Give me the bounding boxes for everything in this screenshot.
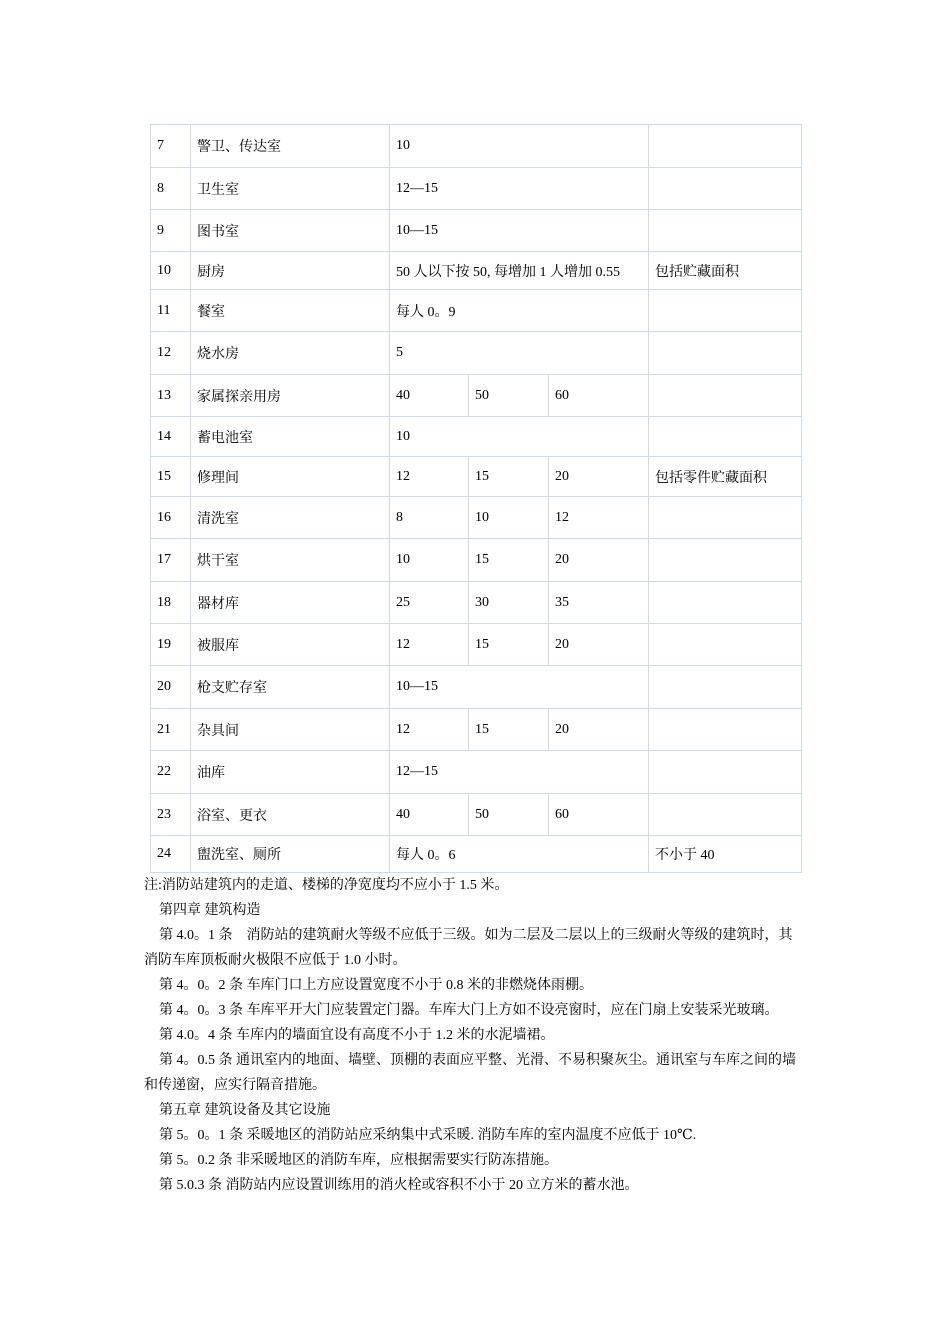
row-number-cell: 10: [151, 252, 191, 290]
note-cell: [649, 375, 802, 417]
room-name-cell: 浴室、更衣: [191, 794, 390, 836]
note-cell: [649, 624, 802, 666]
area-value-cell: 10: [390, 417, 649, 457]
body-text: [144, 873, 804, 1198]
table-row: [151, 125, 802, 168]
row-number-cell: 7: [151, 125, 191, 168]
table-row: [151, 252, 802, 290]
area-value-cell: 10: [390, 125, 649, 168]
paragraph: 第 4。0。3 条 车库平开大门应装置定门器。车库大门上方如不设亮窗时，应在门扇上安装采光玻璃。: [159, 1003, 779, 1018]
note-cell: [649, 417, 802, 457]
area-value-cell: 30: [469, 582, 549, 624]
room-name-cell: 器材库: [191, 582, 390, 624]
note-cell: [649, 582, 802, 624]
area-value-cell: 20: [549, 457, 649, 497]
table-row: [151, 290, 802, 332]
room-name-cell: 餐室: [191, 290, 390, 332]
table-row: [151, 539, 802, 582]
area-value-cell: 15: [469, 709, 549, 751]
room-name-cell: 油库: [191, 751, 390, 794]
row-number-cell: 20: [151, 666, 191, 709]
note-cell: 包括零件贮藏面积: [649, 457, 802, 497]
area-value-cell: 10: [390, 539, 469, 582]
room-name-cell: 杂具间: [191, 709, 390, 751]
room-name-cell: 烘干室: [191, 539, 390, 582]
area-value-cell: 50: [469, 794, 549, 836]
note-cell: [649, 168, 802, 210]
room-name-cell: 烧水房: [191, 332, 390, 375]
area-value-cell: 每人 0。9: [390, 290, 649, 332]
note-cell: 不小于 40: [649, 836, 802, 873]
row-number-cell: 9: [151, 210, 191, 252]
table-row: [151, 168, 802, 210]
table-row: [151, 582, 802, 624]
area-value-cell: 12: [390, 624, 469, 666]
paragraph: 注:消防站建筑内的走道、楼梯的净宽度均不应小于 1.5 米。: [144, 878, 509, 893]
area-value-cell: 10—15: [390, 210, 649, 252]
area-value-cell: 15: [469, 457, 549, 497]
area-value-cell: 10—15: [390, 666, 649, 709]
area-value-cell: 12: [390, 457, 469, 497]
area-value-cell: 8: [390, 497, 469, 539]
table-row: [151, 624, 802, 666]
area-value-cell: 50: [469, 375, 549, 417]
area-value-cell: 每人 0。6: [390, 836, 649, 873]
note-cell: [649, 497, 802, 539]
room-name-cell: 家属探亲用房: [191, 375, 390, 417]
table-row: [151, 751, 802, 794]
note-cell: [649, 666, 802, 709]
paragraph: 第 5。0.2 条 非采暖地区的消防车库，应根据需要实行防冻措施。: [159, 1153, 558, 1168]
note-cell: [649, 332, 802, 375]
row-number-cell: 13: [151, 375, 191, 417]
row-number-cell: 12: [151, 332, 191, 375]
paragraph: 第五章 建筑设备及其它设施: [159, 1103, 331, 1118]
area-value-cell: 10: [469, 497, 549, 539]
area-value-cell: 12: [390, 709, 469, 751]
area-value-cell: 5: [390, 332, 649, 375]
room-name-cell: 蓄电池室: [191, 417, 390, 457]
room-name-cell: 被服库: [191, 624, 390, 666]
note-cell: [649, 751, 802, 794]
row-number-cell: 21: [151, 709, 191, 751]
paragraph: 第 4.0。1 条 消防站的建筑耐火等级不应低于三级。如为二层及二层以上的三级耐火等级的建筑时，其消防车库顶板耐火极限不应低于 1.0 小时。: [144, 928, 793, 968]
table-row: [151, 794, 802, 836]
table-row: [151, 457, 802, 497]
paragraph: 第 5。0。1 条 采暖地区的消防站应采纳集中式采暖. 消防车库的室内温度不应低于 10℃.: [159, 1128, 697, 1143]
room-name-cell: 厨房: [191, 252, 390, 290]
area-value-cell: 60: [549, 794, 649, 836]
paragraph: 第 4.0。4 条 车库内的墙面宜设有高度不小于 1.2 米的水泥墙裙。: [159, 1028, 555, 1043]
paragraph: 第 4。0.5 条 通讯室内的地面、墙壁、顶棚的表面应平整、光滑、不易积聚灰尘。通讯室与车库之间的墙和传递窗，应实行隔音措施。: [144, 1053, 796, 1093]
row-number-cell: 14: [151, 417, 191, 457]
note-cell: [649, 210, 802, 252]
room-area-table: [150, 124, 802, 873]
row-number-cell: 23: [151, 794, 191, 836]
note-cell: [649, 794, 802, 836]
room-name-cell: 图书室: [191, 210, 390, 252]
room-name-cell: 清洗室: [191, 497, 390, 539]
note-cell: [649, 709, 802, 751]
table-row: [151, 666, 802, 709]
row-number-cell: 15: [151, 457, 191, 497]
note-cell: [649, 290, 802, 332]
room-name-cell: 卫生室: [191, 168, 390, 210]
room-name-cell: 修理间: [191, 457, 390, 497]
area-value-cell: 12: [549, 497, 649, 539]
area-value-cell: 50 人以下按 50, 每增加 1 人增加 0.55: [390, 252, 649, 290]
room-name-cell: 盥洗室、厕所: [191, 836, 390, 873]
table-row: [151, 375, 802, 417]
area-value-cell: 15: [469, 624, 549, 666]
table-row: [151, 210, 802, 252]
table-row: [151, 836, 802, 873]
row-number-cell: 17: [151, 539, 191, 582]
area-value-cell: 60: [549, 375, 649, 417]
row-number-cell: 22: [151, 751, 191, 794]
area-value-cell: 40: [390, 375, 469, 417]
area-value-cell: 15: [469, 539, 549, 582]
area-value-cell: 20: [549, 709, 649, 751]
paragraph: 第 4。0。2 条 车库门口上方应设置宽度不小于 0.8 米的非燃烧体雨棚。: [159, 978, 593, 993]
note-cell: [649, 125, 802, 168]
row-number-cell: 8: [151, 168, 191, 210]
paragraph: 第 5.0.3 条 消防站内应设置训练用的消火栓或容积不小于 20 立方米的蓄水池。: [159, 1178, 639, 1193]
row-number-cell: 19: [151, 624, 191, 666]
table-row: [151, 417, 802, 457]
row-number-cell: 16: [151, 497, 191, 539]
note-cell: 包括贮藏面积: [649, 252, 802, 290]
paragraph: 第四章 建筑构造: [159, 903, 261, 918]
area-value-cell: 35: [549, 582, 649, 624]
row-number-cell: 11: [151, 290, 191, 332]
note-cell: [649, 539, 802, 582]
row-number-cell: 24: [151, 836, 191, 873]
area-value-cell: 12—15: [390, 751, 649, 794]
area-value-cell: 40: [390, 794, 469, 836]
table-row: [151, 709, 802, 751]
room-name-cell: 枪支贮存室: [191, 666, 390, 709]
row-number-cell: 18: [151, 582, 191, 624]
area-value-cell: 12—15: [390, 168, 649, 210]
table-row: [151, 497, 802, 539]
area-value-cell: 20: [549, 624, 649, 666]
room-name-cell: 警卫、传达室: [191, 125, 390, 168]
area-value-cell: 25: [390, 582, 469, 624]
area-value-cell: 20: [549, 539, 649, 582]
table-row: [151, 332, 802, 375]
